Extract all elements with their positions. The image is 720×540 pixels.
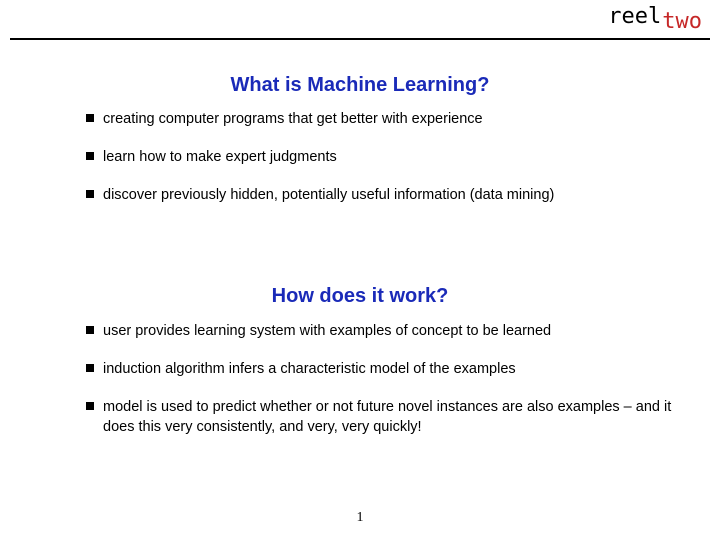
list-item-text: learn how to make expert judgments — [103, 149, 337, 165]
square-bullet-icon — [86, 326, 94, 334]
bullet-list — [0, 109, 720, 205]
list-item-text: discover previously hidden, potentially useful information (data mining) — [103, 187, 555, 203]
section-how-does-it-work — [0, 285, 720, 455]
list-item-text: user provides learning system with examples of concept to be learned — [103, 323, 552, 339]
header-divider — [10, 38, 710, 40]
square-bullet-icon — [86, 364, 94, 372]
list-item-text: model is used to predict whether or not future novel instances are also examples – and it does this very consistently, and very, very quickly! — [103, 399, 672, 435]
section-what-is-ml — [0, 74, 720, 223]
reeltwo-logo — [608, 4, 702, 34]
list-item-text: induction algorithm infers a characteristic model of the examples — [103, 361, 516, 377]
list-item-text: creating computer programs that get better with experience — [103, 111, 483, 127]
list-item — [0, 321, 720, 341]
list-item — [0, 185, 720, 205]
square-bullet-icon — [86, 152, 94, 160]
logo-text-two: two — [662, 9, 702, 34]
bullet-list — [0, 321, 720, 437]
section-heading: How does it work? — [271, 285, 449, 307]
list-item — [0, 147, 720, 167]
page-number: 1 — [356, 510, 364, 525]
section-heading: What is Machine Learning? — [230, 74, 490, 96]
square-bullet-icon — [86, 114, 94, 122]
list-item — [0, 397, 720, 437]
list-item — [0, 109, 720, 129]
list-item — [0, 359, 720, 379]
square-bullet-icon — [86, 402, 94, 410]
square-bullet-icon — [86, 190, 94, 198]
logo-text-reel: reel — [608, 4, 662, 29]
